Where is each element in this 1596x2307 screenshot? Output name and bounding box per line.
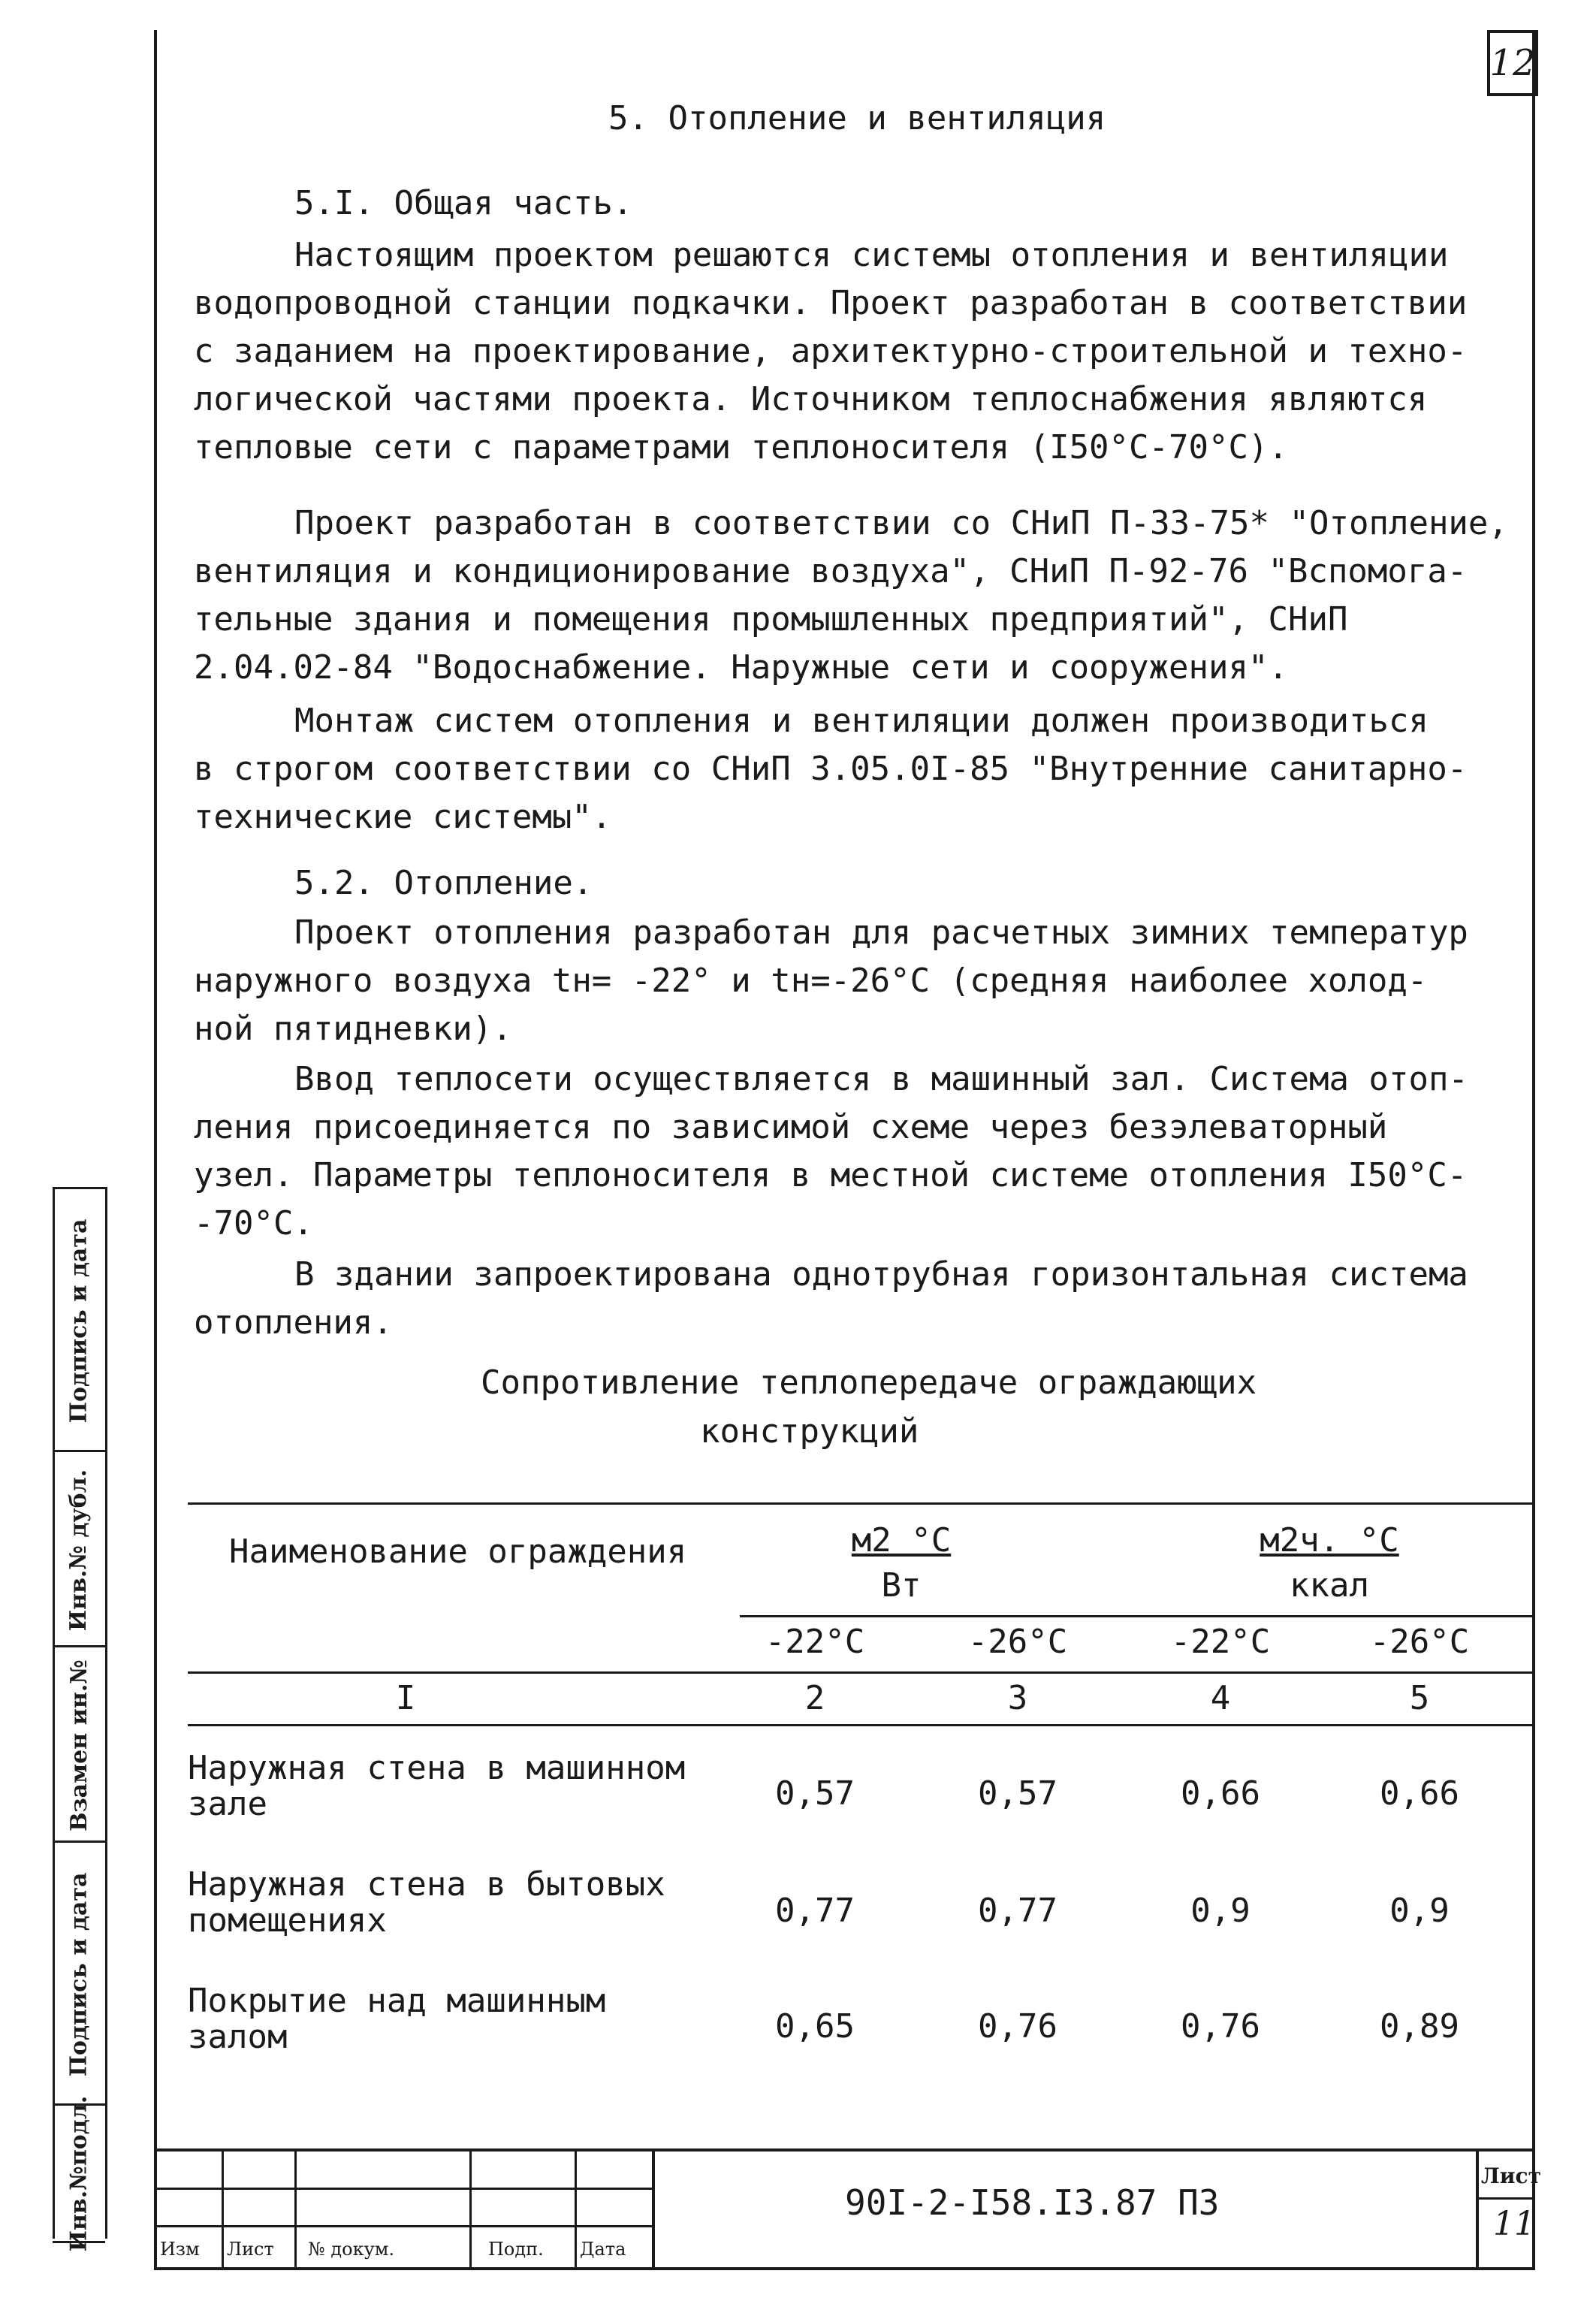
text-line: водопроводной станции подкачки. Проект разработан в соответствии [194,284,1468,322]
table-cell: 0,89 [1380,2007,1459,2046]
table-cell: 0,66 [1380,1774,1459,1813]
temp-header: -26°С [967,1623,1068,1661]
row-label-line: Покрытие над машинным [188,1982,606,2020]
unit-kcal-bottom: ккал [1290,1566,1369,1605]
paragraph-heating-network [194,1055,1468,1248]
text-line: Проект отопления разработан для расчетных зимних температур [294,913,1468,952]
column-number: I [395,1679,416,1717]
title-block-col [575,2148,577,2269]
title-block-col [469,2148,472,2269]
side-stamp-cell [53,1645,105,1843]
subsection-5-2: 5.2. Отопление. [294,864,593,902]
sheet-label: Лист [1481,2164,1541,2188]
section-title: 5. Отопление и вентиляция [608,99,1106,137]
frame-right-border [1532,30,1535,2269]
text-line: Ввод теплосети осуществляется в машинный зал. Система отоп- [294,1060,1468,1098]
table-row-label [188,1750,685,1822]
paragraph-installation [194,697,1467,841]
title-block-row [154,2188,653,2190]
title-block-col [652,2148,655,2269]
text-line: -70°С. [194,1204,313,1243]
sheet-number: 11 [1493,2205,1535,2243]
table-cell: 0,9 [1190,1892,1251,1930]
row-label-line: Наружная стена в бытовых [188,1865,665,1904]
text-line: ной пятидневки). [194,1010,512,1048]
temp-header: -26°С [1369,1623,1470,1661]
side-stamp-label: Подпись и дата [65,1872,92,2076]
side-stamp-label: Инв.№подл. [65,2095,92,2251]
row-label-line: Наружная стена в машинном [188,1749,686,1787]
side-stamp-label: Инв.№ дубл. [65,1469,92,1631]
table-title-line2: конструкций [700,1412,919,1451]
side-stamp-label: Подпись и дата [65,1218,92,1423]
side-stamp-cell [53,2095,105,2251]
column-number: 5 [1409,1679,1430,1717]
table-cell: 0,57 [775,1774,855,1813]
table-cell: 0,77 [775,1892,855,1930]
title-block-col [222,2148,224,2269]
title-block-label: Лист [227,2239,274,2260]
temp-header: -22°С [1170,1623,1271,1661]
temp-header: -22°С [765,1623,865,1661]
unit-si-bottom: Вт [881,1566,922,1605]
text-line: тельные здания и помещения промышленных предприятий", СНиП [194,600,1348,639]
table-row-label [188,1983,605,2055]
title-block-top [154,2148,1535,2151]
paragraph-heating-design [194,909,1468,1053]
column-number: 2 [804,1679,825,1717]
table-row-label [188,1867,665,1939]
text-line: технические системы". [194,798,612,836]
text-line: с заданием на проектирование, архитектурно-строительной и техно- [194,332,1468,370]
frame-bottom-border [154,2267,1535,2270]
paragraph-standards [194,500,1508,692]
table-cell: 0,76 [978,2007,1057,2046]
text-line: логической частями проекта. Источником теплоснабжения являются [194,380,1428,418]
text-line: Настоящим проектом решаются системы отопления и вентиляции [294,236,1449,274]
table-title-line1: Сопротивление теплопередаче ограждающих [481,1363,1257,1402]
table-cell: 0,57 [978,1774,1057,1813]
side-stamp [53,1187,158,2251]
title-block-label: Изм [160,2239,200,2260]
table-cell: 0,76 [1181,2007,1260,2046]
title-block-col [1476,2148,1479,2269]
title-block-row [154,2225,653,2227]
table-cell: 0,66 [1181,1774,1260,1813]
text-line: в строгом соответствии со СНиП 3.05.0I-85 "Внутренние санитарно- [194,750,1468,788]
paragraph-heating-system [194,1251,1468,1347]
unit-kcal-top: м2ч. °С [1260,1521,1399,1560]
side-stamp-divider [105,1187,107,2239]
text-line: узел. Параметры теплоносителя в местной системе отопления I50°С- [194,1156,1468,1194]
text-line: 2.04.02-84 "Водоснабжение. Наружные сети и сооружения". [194,648,1288,687]
side-stamp-cell [53,1450,105,1647]
text-line: В здании запроектирована однотрубная горизонтальная система [294,1255,1468,1294]
row-label-line: залом [188,2018,288,2056]
table-top-rule [188,1502,1532,1505]
title-block-col [294,2148,297,2269]
table-number-rule [188,1724,1532,1726]
title-block-label: Дата [580,2239,626,2260]
text-line: Монтаж систем отопления и вентиляции должен производиться [294,702,1429,740]
column-number: 4 [1210,1679,1231,1717]
page-number: 12 [1487,30,1538,96]
text-line: ления присоединяется по зависимой схеме через безэлеваторный [194,1108,1388,1146]
document-code: 90I-2-I58.I3.87 ПЗ [845,2182,1220,2223]
header-name: Наименование ограждения [229,1532,687,1571]
text-line: вентиляция и кондиционирование воздуха", СНиП П-92-76 "Вспомога- [194,552,1468,590]
side-stamp-cell [53,1187,105,1452]
text-line: отопления. [194,1303,393,1342]
table-cell: 0,77 [978,1892,1057,1930]
side-stamp-cell [53,1840,105,2106]
row-label-line: помещениях [188,1901,387,1940]
table-header-rule [188,1671,1532,1674]
unit-si-top: м2 °С [851,1521,952,1560]
row-label-line: зале [188,1785,267,1823]
paragraph-intro [194,231,1467,472]
table-cell: 0,65 [775,2007,855,2046]
title-block-sheet-row [1476,2197,1535,2200]
subsection-5-1: 5.I. Общая часть. [294,184,633,222]
title-block-label: № докум. [308,2239,394,2260]
column-number: 3 [1007,1679,1028,1717]
text-line: Проект разработан в соответствии со СНиП П-33-75* "Отопление, [294,504,1508,542]
text-line: наружного воздуха tн= -22° и tн=-26°С (средняя наиболее холод- [194,962,1428,1000]
text-line: тепловые сети с параметрами теплоносителя (I50°С-70°С). [194,428,1288,467]
table-unit-rule [740,1615,1532,1617]
title-block-label: Подп. [488,2239,544,2260]
table-cell: 0,9 [1389,1892,1450,1930]
side-stamp-label: Взамен ин.№ [65,1659,92,1831]
